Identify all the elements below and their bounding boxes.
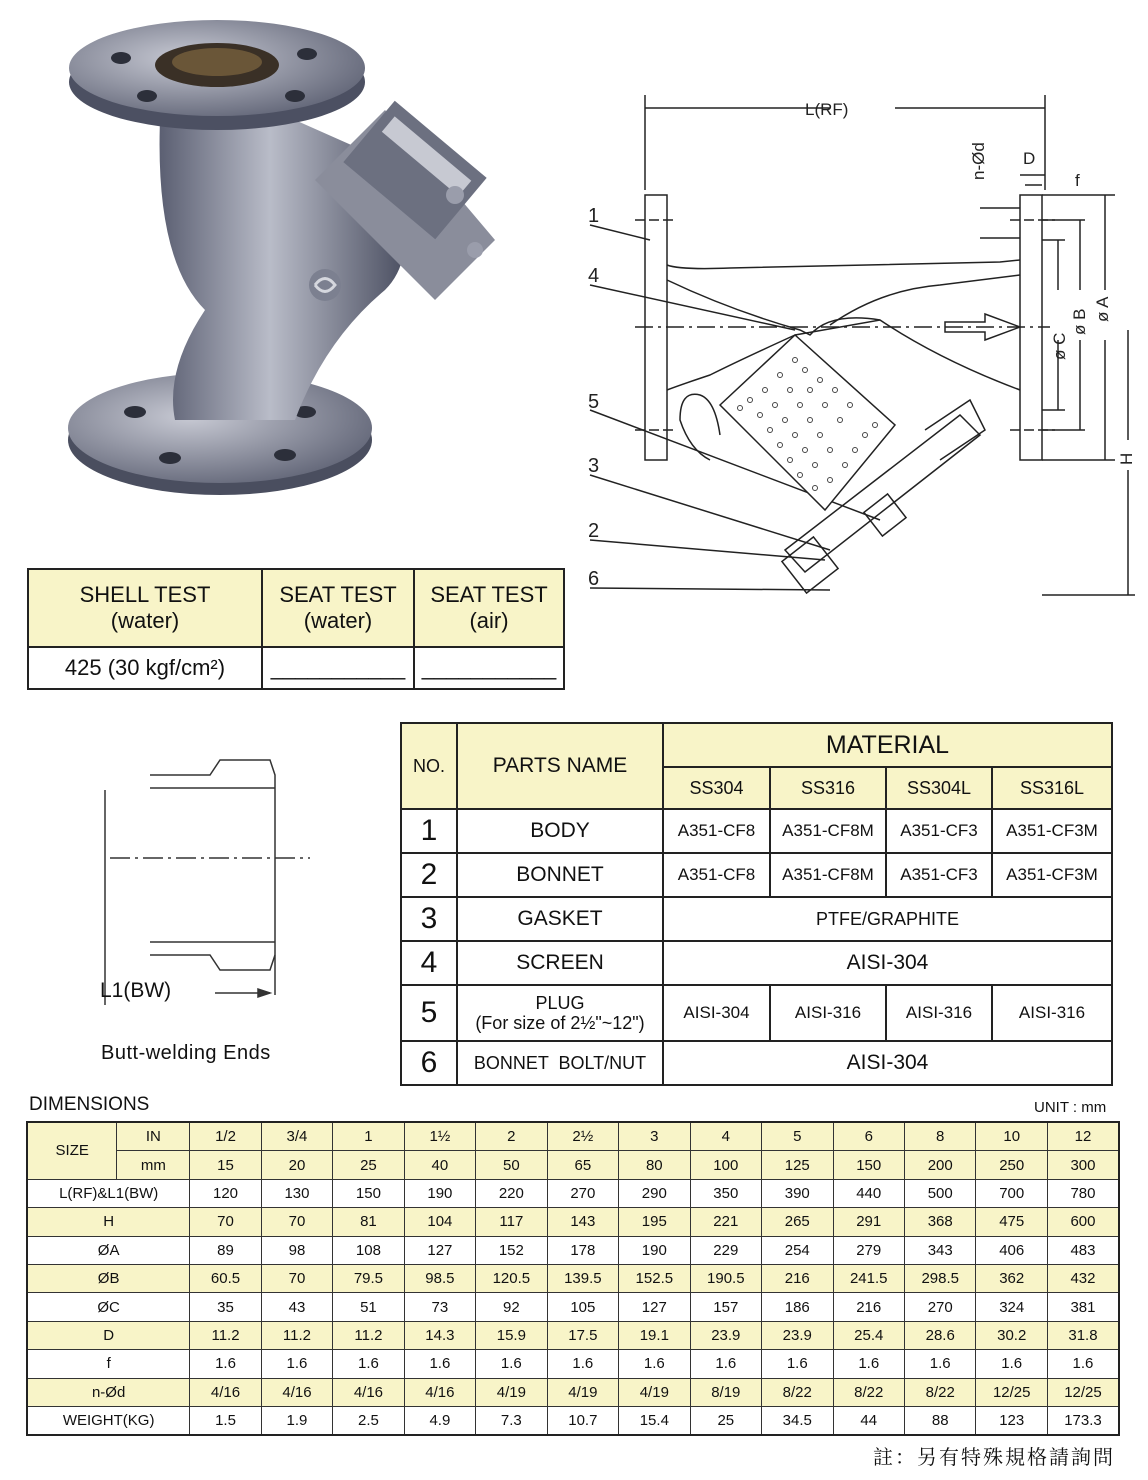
table-cell: 7.3 [476, 1406, 547, 1435]
table-cell: 4/16 [404, 1378, 475, 1406]
table-cell: 190 [404, 1179, 475, 1207]
table-cell: 390 [762, 1179, 833, 1207]
seat-test-water-header: SEAT TEST (water) [262, 569, 414, 647]
size-in-cell: 8 [904, 1122, 975, 1151]
table-cell: 1.6 [833, 1350, 904, 1378]
table-row: 2 BONNET A351-CF8 A351-CF8M A351-CF3 A351-CF3M [401, 853, 1112, 897]
table-cell: 500 [904, 1179, 975, 1207]
size-mm-cell: 100 [690, 1151, 761, 1179]
strainer-section-diagram [580, 90, 1140, 610]
dimensions-table [26, 1121, 1120, 1436]
part-callout-2: 2 [588, 520, 600, 542]
table-cell: 1.6 [762, 1350, 833, 1378]
table-cell: 123 [976, 1406, 1047, 1435]
table-cell: 1.6 [190, 1350, 261, 1378]
table-cell: 25 [690, 1406, 761, 1435]
table-cell: 1.6 [904, 1350, 975, 1378]
table-row [27, 1208, 1119, 1236]
table-cell: 120.5 [476, 1264, 547, 1292]
table-cell: 475 [976, 1208, 1047, 1236]
table-cell: 4/16 [261, 1378, 332, 1406]
seat-test-air-value: ___________ [414, 647, 564, 689]
table-row [27, 1236, 1119, 1264]
table-cell: 70 [190, 1208, 261, 1236]
part-callout-6: 6 [588, 568, 600, 590]
phi-b-label: ø B [1070, 308, 1089, 335]
table-cell: 1.6 [690, 1350, 761, 1378]
size-in-cell: 3/4 [261, 1122, 332, 1151]
size-mm-cell: 25 [333, 1151, 404, 1179]
table-row [27, 1293, 1119, 1321]
mm-label: mm [117, 1151, 190, 1179]
table-cell: 4/19 [619, 1378, 690, 1406]
table-row: 6 BONNET BOLT/NUT AISI-304 [401, 1041, 1112, 1085]
part-callout-4: 4 [588, 265, 600, 287]
l-rf-label: L(RF) [805, 100, 849, 119]
table-cell: 1.6 [1047, 1350, 1119, 1378]
table-cell: 8/22 [762, 1378, 833, 1406]
table-cell: 221 [690, 1208, 761, 1236]
table-cell: 1.5 [190, 1406, 261, 1435]
table-cell: 216 [833, 1293, 904, 1321]
table-cell: 120 [190, 1179, 261, 1207]
row-label: H [27, 1208, 190, 1236]
size-mm-cell: 15 [190, 1151, 261, 1179]
seat-test-air-header: SEAT TEST (air) [414, 569, 564, 647]
table-cell: 2.5 [333, 1406, 404, 1435]
size-in-cell: 2 [476, 1122, 547, 1151]
size-mm-cell: 80 [619, 1151, 690, 1179]
table-cell: 1.6 [976, 1350, 1047, 1378]
table-cell: 381 [1047, 1293, 1119, 1321]
table-cell: 8/19 [690, 1378, 761, 1406]
table-cell: 11.2 [261, 1321, 332, 1349]
pressure-test-table [27, 568, 565, 690]
shell-test-header: SHELL TEST (water) [28, 569, 262, 647]
row-label: f [27, 1350, 190, 1378]
row-label: n-Ød [27, 1378, 190, 1406]
size-mm-cell: 250 [976, 1151, 1047, 1179]
table-cell: 12/25 [976, 1378, 1047, 1406]
table-cell: 104 [404, 1208, 475, 1236]
size-in-cell: 2½ [547, 1122, 618, 1151]
table-cell: 25.4 [833, 1321, 904, 1349]
table-cell: 241.5 [833, 1264, 904, 1292]
grade-ss316l: SS316L [992, 767, 1112, 809]
table-row [27, 1350, 1119, 1378]
table-cell: 1.6 [261, 1350, 332, 1378]
unit-label: UNIT : mm [1034, 1099, 1107, 1116]
phi-c-label: ø C [1050, 332, 1069, 360]
table-row: 4 SCREEN AISI-304 [401, 941, 1112, 985]
parts-name-header: PARTS NAME [457, 723, 663, 809]
table-row [27, 1321, 1119, 1349]
table-cell: 43 [261, 1293, 332, 1321]
size-in-cell: 10 [976, 1122, 1047, 1151]
table-cell: 190 [619, 1236, 690, 1264]
table-cell: 8/22 [833, 1378, 904, 1406]
size-mm-row [27, 1151, 1119, 1179]
size-in-cell: 1 [333, 1122, 404, 1151]
row-label: D [27, 1321, 190, 1349]
size-mm-cell: 20 [261, 1151, 332, 1179]
table-cell: 186 [762, 1293, 833, 1321]
table-cell: 1.6 [404, 1350, 475, 1378]
table-cell: 70 [261, 1208, 332, 1236]
table-cell: 4.9 [404, 1406, 475, 1435]
table-row [27, 1179, 1119, 1207]
grade-ss304: SS304 [663, 767, 770, 809]
table-cell: 343 [904, 1236, 975, 1264]
table-cell: 127 [404, 1236, 475, 1264]
table-cell: 12/25 [1047, 1378, 1119, 1406]
table-cell: 10.7 [547, 1406, 618, 1435]
table-cell: 368 [904, 1208, 975, 1236]
table-cell: 279 [833, 1236, 904, 1264]
table-cell: 4/19 [476, 1378, 547, 1406]
table-cell: 173.3 [1047, 1406, 1119, 1435]
table-cell: 229 [690, 1236, 761, 1264]
table-cell: 70 [261, 1264, 332, 1292]
table-cell: 23.9 [690, 1321, 761, 1349]
butt-welding-end-drawing [95, 745, 310, 1015]
dimensions-title: DIMENSIONS [29, 1094, 150, 1115]
table-cell: 150 [333, 1179, 404, 1207]
table-cell: 44 [833, 1406, 904, 1435]
table-cell: 19.1 [619, 1321, 690, 1349]
in-label: IN [117, 1122, 190, 1151]
table-row [27, 1378, 1119, 1406]
size-in-row [27, 1122, 1119, 1151]
footnote: 註：另有特殊規格請詢問 [873, 1445, 1115, 1469]
shell-test-value: 425 (30 kgf/cm²) [28, 647, 262, 689]
table-cell: 216 [762, 1264, 833, 1292]
table-cell: 117 [476, 1208, 547, 1236]
table-cell: 1.6 [547, 1350, 618, 1378]
table-cell: 483 [1047, 1236, 1119, 1264]
table-cell: 270 [547, 1179, 618, 1207]
table-cell: 4/16 [333, 1378, 404, 1406]
grade-ss304l: SS304L [886, 767, 992, 809]
d-label: D [1023, 149, 1036, 168]
table-cell: 350 [690, 1179, 761, 1207]
butt-welding-caption: Butt-welding Ends [101, 1042, 271, 1064]
table-cell: 254 [762, 1236, 833, 1264]
table-cell: 89 [190, 1236, 261, 1264]
grade-ss316: SS316 [770, 767, 886, 809]
table-cell: 4/19 [547, 1378, 618, 1406]
table-cell: 432 [1047, 1264, 1119, 1292]
size-mm-cell: 40 [404, 1151, 475, 1179]
size-label: SIZE [27, 1122, 117, 1179]
table-cell: 8/22 [904, 1378, 975, 1406]
table-cell: 1.9 [261, 1406, 332, 1435]
table-cell: 15.9 [476, 1321, 547, 1349]
table-cell: 105 [547, 1293, 618, 1321]
part-callout-1: 1 [588, 205, 600, 227]
row-label: ØA [27, 1236, 190, 1264]
table-cell: 98.5 [404, 1264, 475, 1292]
row-label: L(RF)&L1(BW) [27, 1179, 190, 1207]
table-cell: 324 [976, 1293, 1047, 1321]
table-cell: 73 [404, 1293, 475, 1321]
table-cell: 11.2 [190, 1321, 261, 1349]
table-cell: 79.5 [333, 1264, 404, 1292]
size-mm-cell: 125 [762, 1151, 833, 1179]
row-label: ØB [27, 1264, 190, 1292]
table-cell: 270 [904, 1293, 975, 1321]
size-in-cell: 1/2 [190, 1122, 261, 1151]
table-cell: 127 [619, 1293, 690, 1321]
size-in-cell: 4 [690, 1122, 761, 1151]
table-cell: 31.8 [1047, 1321, 1119, 1349]
table-cell: 440 [833, 1179, 904, 1207]
table-cell: 178 [547, 1236, 618, 1264]
table-cell: 108 [333, 1236, 404, 1264]
table-cell: 81 [333, 1208, 404, 1236]
l1-bw-label: L1(BW) [100, 979, 172, 1002]
table-cell: 60.5 [190, 1264, 261, 1292]
size-in-cell: 6 [833, 1122, 904, 1151]
row-label: WEIGHT(KG) [27, 1406, 190, 1435]
table-row: 3 GASKET PTFE/GRAPHITE [401, 897, 1112, 941]
table-cell: 298.5 [904, 1264, 975, 1292]
table-cell: 600 [1047, 1208, 1119, 1236]
table-cell: 362 [976, 1264, 1047, 1292]
table-cell: 152 [476, 1236, 547, 1264]
table-row [27, 1406, 1119, 1435]
table-cell: 195 [619, 1208, 690, 1236]
table-cell: 11.2 [333, 1321, 404, 1349]
size-mm-cell: 300 [1047, 1151, 1119, 1179]
table-cell: 152.5 [619, 1264, 690, 1292]
table-cell: 190.5 [690, 1264, 761, 1292]
table-row: 1 BODY A351-CF8 A351-CF8M A351-CF3 A351-CF3M [401, 809, 1112, 853]
table-cell: 290 [619, 1179, 690, 1207]
table-cell: 780 [1047, 1179, 1119, 1207]
row-label: ØC [27, 1293, 190, 1321]
table-cell: 17.5 [547, 1321, 618, 1349]
table-row: 5 PLUG (For size of 2½"~12") AISI-304 AISI-316 AISI-316 AISI-316 [401, 985, 1112, 1041]
table-cell: 4/16 [190, 1378, 261, 1406]
size-in-cell: 1½ [404, 1122, 475, 1151]
n-d-label: n-Ød [969, 142, 988, 180]
table-cell: 14.3 [404, 1321, 475, 1349]
size-in-cell: 12 [1047, 1122, 1119, 1151]
table-cell: 265 [762, 1208, 833, 1236]
table-cell: 139.5 [547, 1264, 618, 1292]
table-row [27, 1264, 1119, 1292]
seat-test-water-value: ___________ [262, 647, 414, 689]
table-cell: 130 [261, 1179, 332, 1207]
h-label: H [1117, 452, 1136, 465]
size-mm-cell: 200 [904, 1151, 975, 1179]
table-cell: 700 [976, 1179, 1047, 1207]
product-photo [55, 10, 515, 520]
size-mm-cell: 65 [547, 1151, 618, 1179]
table-cell: 92 [476, 1293, 547, 1321]
table-cell: 1.6 [476, 1350, 547, 1378]
part-callout-3: 3 [588, 455, 600, 477]
part-callout-5: 5 [588, 391, 600, 413]
table-cell: 30.2 [976, 1321, 1047, 1349]
table-cell: 34.5 [762, 1406, 833, 1435]
f-label: f [1075, 171, 1080, 190]
table-cell: 51 [333, 1293, 404, 1321]
size-in-cell: 3 [619, 1122, 690, 1151]
material-table [400, 722, 1113, 1086]
table-cell: 15.4 [619, 1406, 690, 1435]
no-header: NO. [401, 723, 457, 809]
table-cell: 143 [547, 1208, 618, 1236]
table-cell: 291 [833, 1208, 904, 1236]
table-cell: 220 [476, 1179, 547, 1207]
table-cell: 35 [190, 1293, 261, 1321]
material-header: MATERIAL [663, 723, 1112, 767]
phi-a-label: ø A [1093, 296, 1112, 322]
table-cell: 406 [976, 1236, 1047, 1264]
table-cell: 28.6 [904, 1321, 975, 1349]
table-cell: 23.9 [762, 1321, 833, 1349]
size-in-cell: 5 [762, 1122, 833, 1151]
size-mm-cell: 50 [476, 1151, 547, 1179]
table-cell: 1.6 [333, 1350, 404, 1378]
table-cell: 98 [261, 1236, 332, 1264]
table-cell: 1.6 [619, 1350, 690, 1378]
table-cell: 88 [904, 1406, 975, 1435]
table-cell: 157 [690, 1293, 761, 1321]
size-mm-cell: 150 [833, 1151, 904, 1179]
